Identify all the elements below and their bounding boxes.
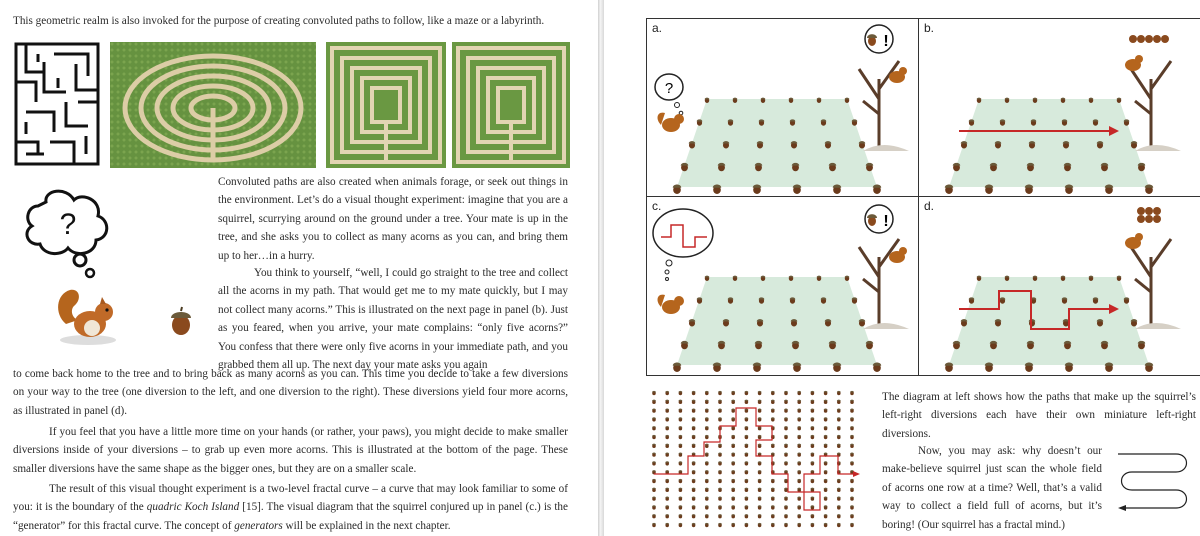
panel-d (918, 196, 1200, 376)
circular-labyrinth-photo (110, 42, 316, 168)
fractal-acorn-field (646, 386, 866, 530)
panel-a-question: ? (664, 80, 674, 97)
paragraph-1: Convoluted paths are also created when animals forage, or seek out things in the environment. Let’s do a visual thought experiment: imagine that you are a squirrel, scurrying around on the ground under a tree. Your mate is up in the tree, and she asks you to collect as many acorns as you can, and bring them up to her…in a hurry. (218, 176, 568, 262)
scan-path-icon (1114, 446, 1194, 522)
panel-b-label: b. (924, 21, 935, 35)
para4-part-b: [15]. The visual diagram that the squirrel conjured up in panel (c.) is the “generator” for this fractal curve. The concept of (13, 501, 568, 532)
right-page (604, 0, 1200, 536)
panel-a-scene (647, 19, 919, 197)
panel-c (646, 196, 920, 376)
paragraph-2-top: You think to yourself, “well, I could go straight to the tree and collect all the acorns in my path. That would get me to my mate quickly, but I may not collect many acorns.” This is illustrated on the next page in panel (b). Just as you feared, when you arrive, your mate complains: “only five acorns?” You confess that there were only five acorns in your immediate path, and you grabbed them all up. The next day your mate asks you again (218, 267, 568, 372)
diagram-caption: The diagram at left shows how the paths that make up the squirrel’s left-right diversions each have their own miniature left-right diversions. (882, 391, 1196, 440)
generators-term: generators (234, 519, 283, 532)
maze-drawing (14, 42, 100, 166)
panel-b (918, 18, 1200, 198)
panel-d-label: d. (924, 199, 935, 213)
panel-a-exclaim: ! (883, 33, 889, 50)
panel-b-scene (919, 19, 1200, 197)
intro-text: This geometric realm is also invoked for the purpose of creating convoluted paths to follow, like a maze or a labyrinth. (13, 15, 545, 27)
squirrel-icon (52, 284, 124, 346)
panel-c-label: c. (652, 199, 662, 213)
paragraph-3: If you feel that you have a little more time on your hands (or rather, your paws), you might decide to make smaller diversions inside of your diversions – to grab up even more acorns. This is illustrated at the bottom of the page. These smaller diversions have the same shape as the bigger ones, but they are on a smaller scale. (13, 426, 568, 475)
square-labyrinth-photo-1 (326, 42, 446, 168)
acorn-icon (168, 306, 194, 336)
square-labyrinth-photo-2 (452, 42, 570, 168)
panel-d-scene (919, 197, 1200, 375)
thought-bubble-icon (18, 180, 118, 280)
panel-a (646, 18, 920, 198)
panel-c-exclaim: ! (883, 213, 889, 230)
left-page (0, 0, 598, 536)
right-paragraph: Now, you may ask: why doesn’t our make-believe squirrel just scan the whole field of acorns one row at a time? Well, that’s a valid way to collect a field full of acorns, but it’s boring! (Our squirrel has a fractal mind.) (882, 445, 1102, 531)
quadric-koch-island-term: quadric Koch Island (146, 501, 240, 514)
panel-c-scene (647, 197, 919, 375)
question-mark: ? (59, 208, 77, 241)
panel-a-label: a. (652, 21, 663, 35)
para4-part-c: will be explained in the next chapter. (282, 519, 451, 532)
para4-part-a: The result of this visual thought experiment is a two-level fractal curve – a curve that may look familiar to some of you: it is the boundary of the (13, 483, 568, 514)
paragraph-4 (13, 480, 568, 535)
paragraph-2-bottom: to come back home to the tree and to bring back as many acorns as you can. This time you decide to take a few diversions on your way to the tree (one diversion to the left, and one diversion to the right). These diversions yield four more acorns, as illustrated in panel (d). (13, 368, 568, 417)
